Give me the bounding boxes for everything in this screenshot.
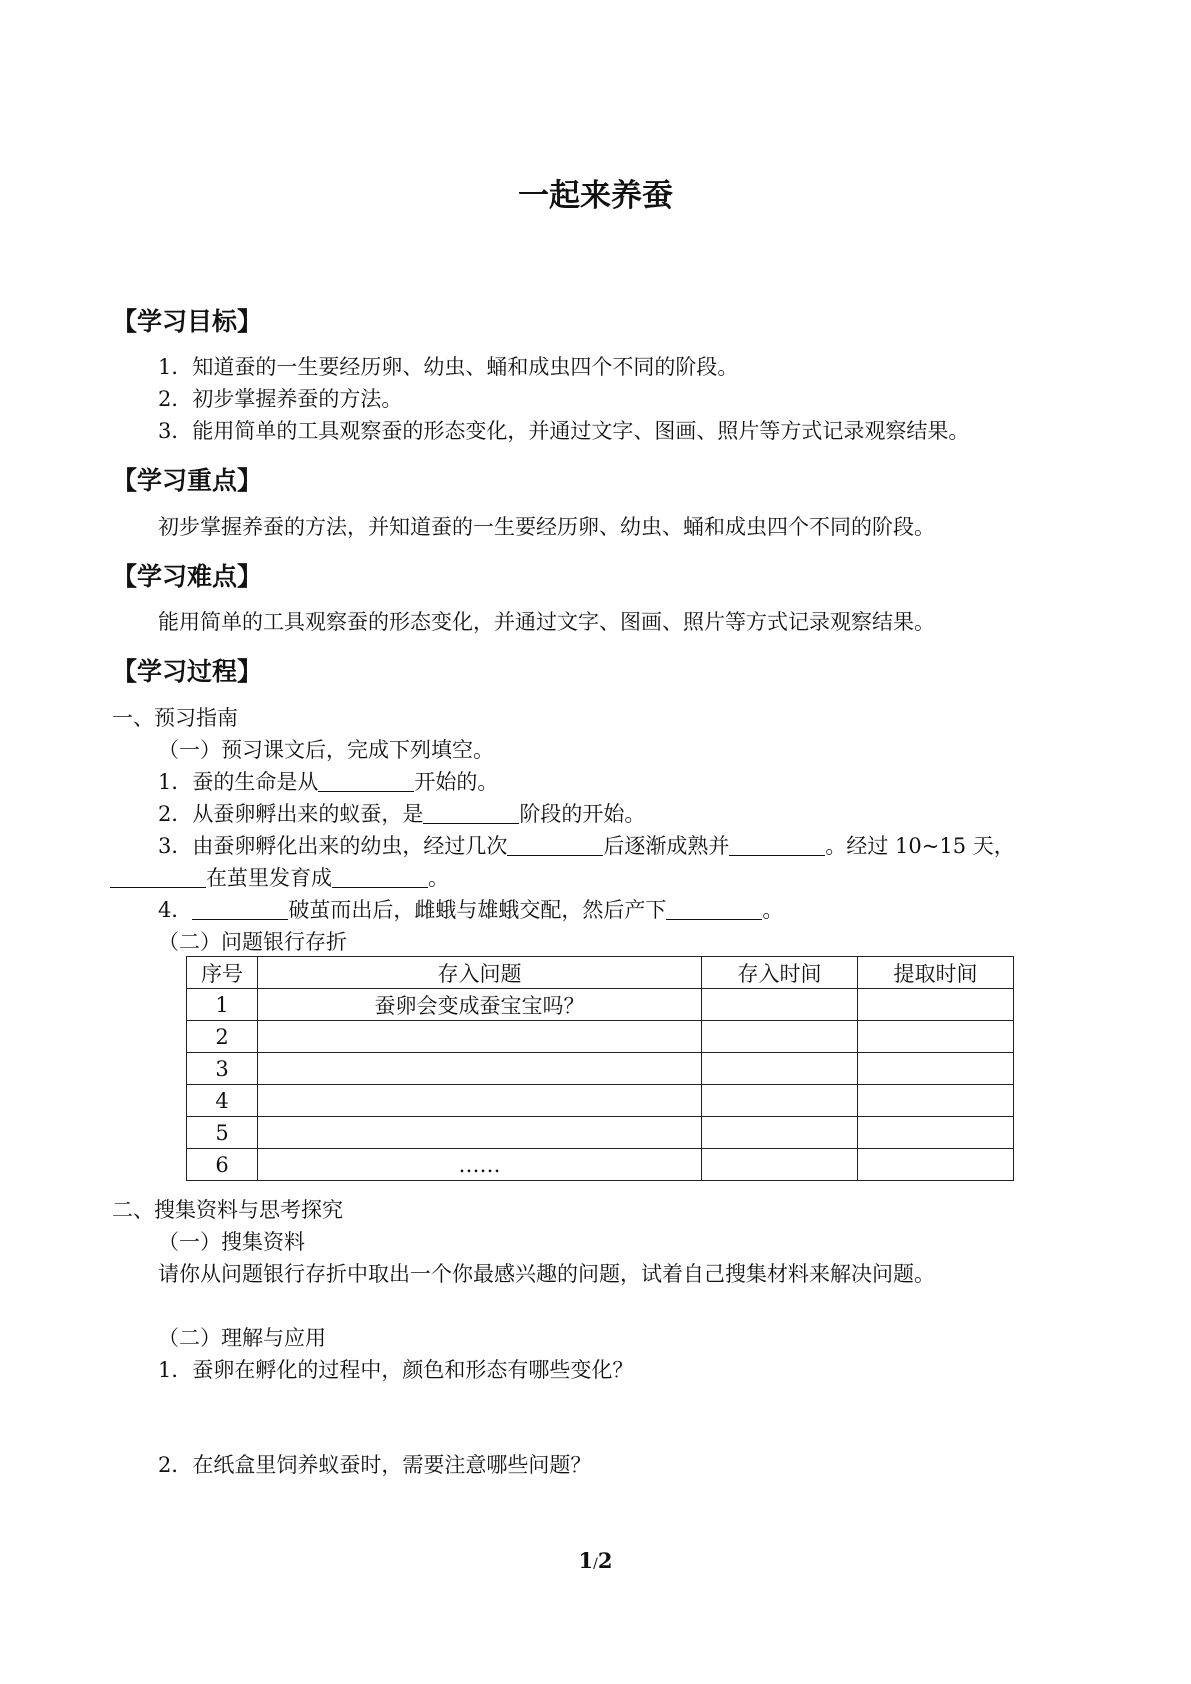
answer-blank[interactable] xyxy=(332,865,428,888)
deposit-time-cell[interactable] xyxy=(702,1021,858,1053)
part1-sub2: （二）问题银行存折 xyxy=(158,930,347,954)
row-number: 1 xyxy=(187,989,258,1021)
q3-text-e: 。 xyxy=(428,866,449,890)
table-row xyxy=(187,1085,1014,1117)
page-separator: / xyxy=(593,1556,598,1572)
question-cell[interactable] xyxy=(258,1117,702,1149)
q1-text-a: 1．蚕的生命是从 xyxy=(158,770,319,794)
withdraw-time-cell[interactable] xyxy=(858,1053,1014,1085)
withdraw-time-cell[interactable] xyxy=(858,1149,1014,1181)
answer-blank[interactable] xyxy=(110,865,206,888)
page-number xyxy=(0,1548,1191,1573)
question-cell[interactable] xyxy=(258,1053,702,1085)
q4-text-b: 破茧而出后，雌蛾与雄蛾交配，然后产下 xyxy=(288,898,667,922)
heading-difficulties: 【学习难点】 xyxy=(112,562,263,591)
header-withdraw-time: 提取时间 xyxy=(858,957,1014,989)
part2-sub2: （二）理解与应用 xyxy=(158,1326,326,1350)
question-cell[interactable] xyxy=(258,1021,702,1053)
fill-question-1 xyxy=(158,768,498,796)
page-title: 一起来养蚕 xyxy=(518,178,673,214)
deposit-time-cell[interactable] xyxy=(702,1117,858,1149)
q1-text-b: 开始的。 xyxy=(414,770,499,794)
part1-title: 一、预习指南 xyxy=(112,706,238,730)
heading-objectives: 【学习目标】 xyxy=(112,307,263,336)
part2-question-1: 1．蚕卵在孵化的过程中，颜色和形态有哪些变化？ xyxy=(158,1358,634,1382)
deposit-time-cell[interactable] xyxy=(702,1149,858,1181)
q4-text-c: 。 xyxy=(762,898,784,922)
header-number: 序号 xyxy=(187,957,258,989)
table-row xyxy=(187,1053,1014,1085)
question-cell[interactable] xyxy=(258,1085,702,1117)
answer-blank[interactable] xyxy=(507,833,603,856)
page-total: 2 xyxy=(597,1548,613,1573)
withdraw-time-cell[interactable] xyxy=(858,1117,1014,1149)
withdraw-time-cell[interactable] xyxy=(858,1021,1014,1053)
q3-text-d: 在茧里发育成 xyxy=(206,866,332,890)
objective-item: 2．初步掌握养蚕的方法。 xyxy=(158,387,403,411)
row-number: 2 xyxy=(187,1021,258,1053)
deposit-time-cell[interactable] xyxy=(702,1085,858,1117)
table-row xyxy=(187,989,1014,1021)
deposit-time-cell[interactable] xyxy=(702,989,858,1021)
part2-sub1: （一）搜集资料 xyxy=(158,1230,305,1254)
heading-key-points: 【学习重点】 xyxy=(112,466,263,495)
header-deposit-time: 存入时间 xyxy=(702,957,858,989)
row-number: 3 xyxy=(187,1053,258,1085)
page-current: 1 xyxy=(578,1548,594,1573)
part1-sub1: （一）预习课文后，完成下列填空。 xyxy=(158,738,494,762)
deposit-time-cell[interactable] xyxy=(702,1053,858,1085)
answer-blank[interactable] xyxy=(318,769,414,792)
withdraw-time-cell[interactable] xyxy=(858,989,1014,1021)
fill-question-4 xyxy=(158,896,783,924)
key-points-text: 初步掌握养蚕的方法，并知道蚕的一生要经历卵、幼虫、蛹和成虫四个不同的阶段。 xyxy=(158,515,935,539)
header-question: 存入问题 xyxy=(258,957,702,989)
table-row xyxy=(187,1149,1014,1181)
row-number: 5 xyxy=(187,1117,258,1149)
q3-text-c: 。经过 10~15 天， xyxy=(825,834,1015,858)
table-row xyxy=(187,1021,1014,1053)
difficulties-text: 能用简单的工具观察蚕的形态变化，并通过文字、图画、照片等方式记录观察结果。 xyxy=(158,610,935,634)
table-header-row xyxy=(187,957,1014,989)
table-row xyxy=(187,1117,1014,1149)
objective-item: 3．能用简单的工具观察蚕的形态变化，并通过文字、图画、照片等方式记录观察结果。 xyxy=(158,419,970,443)
fill-question-3-cont xyxy=(110,864,449,892)
heading-process: 【学习过程】 xyxy=(112,657,263,686)
row-number: 4 xyxy=(187,1085,258,1117)
objective-item: 1．知道蚕的一生要经历卵、幼虫、蛹和成虫四个不同的阶段。 xyxy=(158,355,739,379)
question-bank-table xyxy=(186,956,1014,1181)
row-number: 6 xyxy=(187,1149,258,1181)
q3-text-b: 后逐渐成熟并 xyxy=(603,834,730,858)
answer-blank[interactable] xyxy=(729,833,825,856)
q4-text-a: 4． xyxy=(158,898,193,922)
q2-text-b: 阶段的开始。 xyxy=(519,802,646,826)
part2-sub1-text: 请你从问题银行存折中取出一个你最感兴趣的问题，试着自己搜集材料来解决问题。 xyxy=(158,1262,935,1286)
withdraw-time-cell[interactable] xyxy=(858,1085,1014,1117)
answer-blank[interactable] xyxy=(192,897,288,920)
part2-title: 二、搜集资料与思考探究 xyxy=(112,1198,343,1222)
q3-text-a: 3．由蚕卵孵化出来的幼虫，经过几次 xyxy=(158,834,508,858)
answer-blank[interactable] xyxy=(666,897,762,920)
question-cell[interactable]: 蚕卵会变成蚕宝宝吗？ xyxy=(258,989,702,1021)
fill-question-3 xyxy=(158,832,1015,860)
question-cell[interactable]: …… xyxy=(258,1149,702,1181)
q2-text-a: 2．从蚕卵孵出来的蚁蚕，是 xyxy=(158,802,424,826)
part2-question-2: 2．在纸盒里饲养蚁蚕时，需要注意哪些问题？ xyxy=(158,1453,592,1477)
answer-blank[interactable] xyxy=(423,801,519,824)
fill-question-2 xyxy=(158,800,645,828)
